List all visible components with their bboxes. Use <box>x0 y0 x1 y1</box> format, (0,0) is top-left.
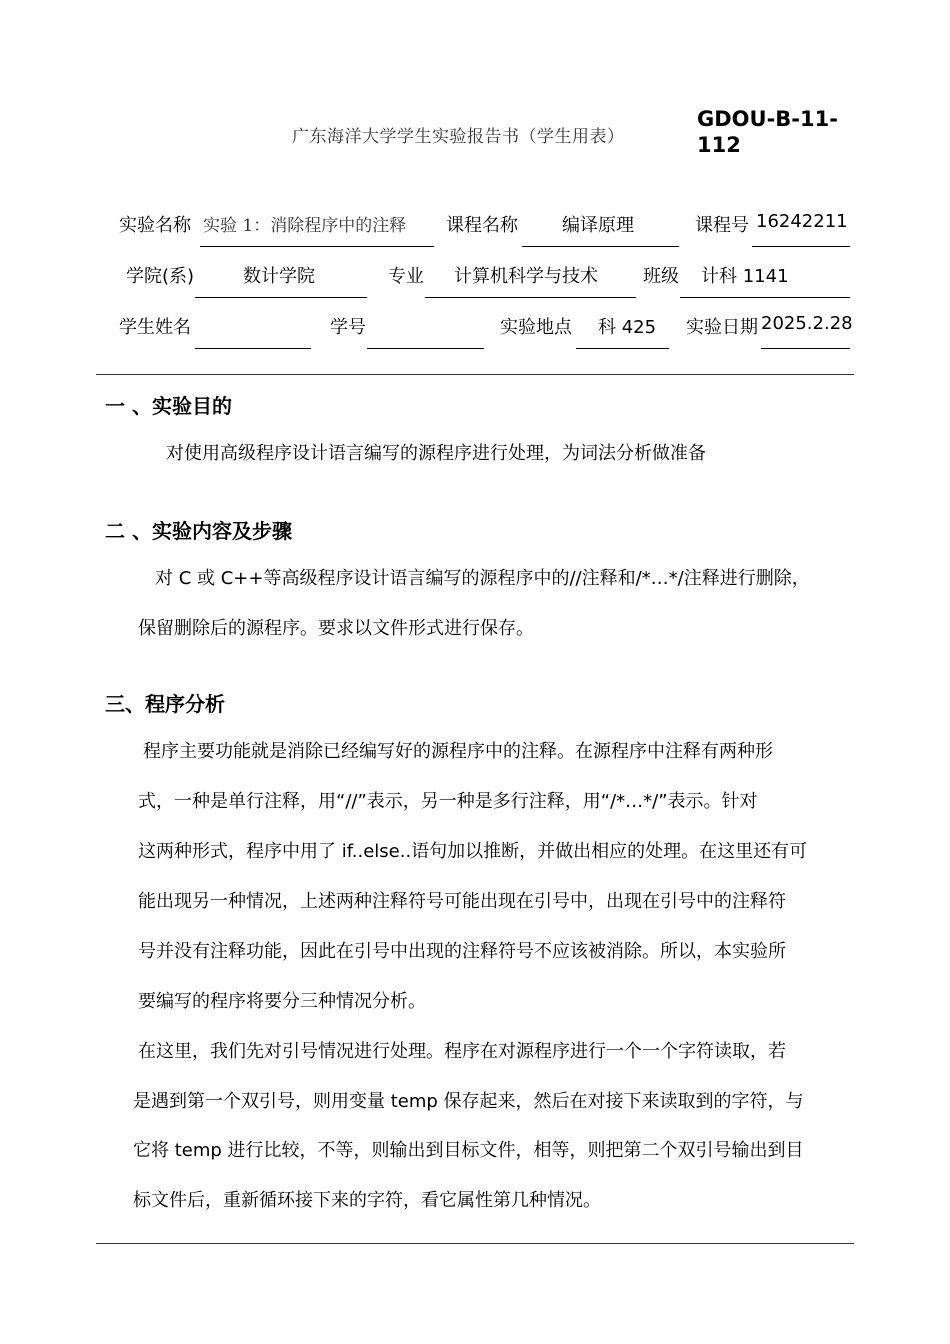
location-underline <box>576 348 669 349</box>
class-value: 计科 1141 <box>701 266 789 287</box>
date-label: 实验日期 <box>686 317 758 338</box>
major-value: 计算机科学与技术 <box>454 266 598 287</box>
report-title: 广东海洋大学学生实验报告书（学生用表） <box>292 127 625 147</box>
section-3-p2-line: 在这里，我们先对引号情况进行处理。程序在对源程序进行一个一个字符读取，若 <box>138 1041 786 1062</box>
college-value: 数计学院 <box>243 266 315 287</box>
major-label: 专业 <box>388 266 424 287</box>
section-3-p2-line: 是遇到第一个双引号，则用变量 temp 保存起来，然后在对接下来读取到的字符，与 <box>133 1091 804 1112</box>
date-value: 2025.2.28 <box>761 313 853 334</box>
student-name-underline <box>195 348 311 349</box>
course-name-underline <box>522 246 679 247</box>
class-underline <box>680 297 850 298</box>
college-label: 学院(系) <box>126 266 195 287</box>
college-underline <box>195 297 367 298</box>
student-id-underline <box>367 348 484 349</box>
bottom-divider <box>96 1243 854 1244</box>
course-number-underline <box>752 246 850 247</box>
student-name-label: 学生姓名 <box>119 317 191 338</box>
section-3-p1-line: 式，一种是单行注释，用“//”表示，另一种是多行注释，用“/*…*/”表示。针对 <box>138 791 758 812</box>
section-3-p1-line: 这两种形式，程序中用了 if..else..语句加以推断，并做出相应的处理。在这里还有可 <box>138 841 808 862</box>
section-1-heading: 一 、实验目的 <box>105 394 232 418</box>
location-label: 实验地点 <box>500 317 572 338</box>
section-3-p2-line: 它将 temp 进行比较，不等，则输出到目标文件，相等，则把第二个双引号输出到目 <box>133 1140 804 1161</box>
section-3-p1-line: 能出现另一种情况，上述两种注释符号可能出现在引号中，出现在引号中的注释符 <box>138 891 786 912</box>
section-3-p2-line: 标文件后，重新循环接下来的字符，看它属性第几种情况。 <box>133 1190 601 1211</box>
course-number-label: 课程号 <box>695 215 749 236</box>
course-name-label: 课程名称 <box>446 215 518 236</box>
top-divider <box>96 374 854 375</box>
class-label: 班级 <box>643 266 679 287</box>
section-3-p1-line: 要编写的程序将要分三种情况分析。 <box>138 991 426 1012</box>
experiment-name-underline <box>200 246 434 247</box>
section-3-p1-line: 程序主要功能就是消除已经编写好的源程序中的注释。在源程序中注释有两种形 <box>143 741 773 762</box>
location-value: 科 425 <box>598 317 657 338</box>
section-3-p1-line: 号并没有注释功能，因此在引号中出现的注释符号不应该被消除。所以，本实验所 <box>138 941 786 962</box>
document-code: GDOU-B-11-112 <box>697 107 838 157</box>
section-3-heading: 三、程序分析 <box>105 692 225 716</box>
section-1-text: 对使用高级程序设计语言编写的源程序进行处理，为词法分析做准备 <box>166 443 706 464</box>
experiment-name-label: 实验名称 <box>119 215 191 236</box>
section-2-heading: 二 、实验内容及步骤 <box>105 519 292 543</box>
major-underline <box>425 297 636 298</box>
course-number-value: 16242211 <box>756 211 848 232</box>
section-2-line: 保留删除后的源程序。要求以文件形式进行保存。 <box>138 618 534 639</box>
date-underline <box>761 348 850 349</box>
student-id-label: 学号 <box>330 317 366 338</box>
section-2-line: 对 C 或 C++等高级程序设计语言编写的源程序中的//注释和/*…*/注释进行删除， <box>155 568 810 589</box>
course-name-value: 编译原理 <box>562 215 634 236</box>
experiment-name-value: 实验 1：消除程序中的注释 <box>203 216 407 236</box>
